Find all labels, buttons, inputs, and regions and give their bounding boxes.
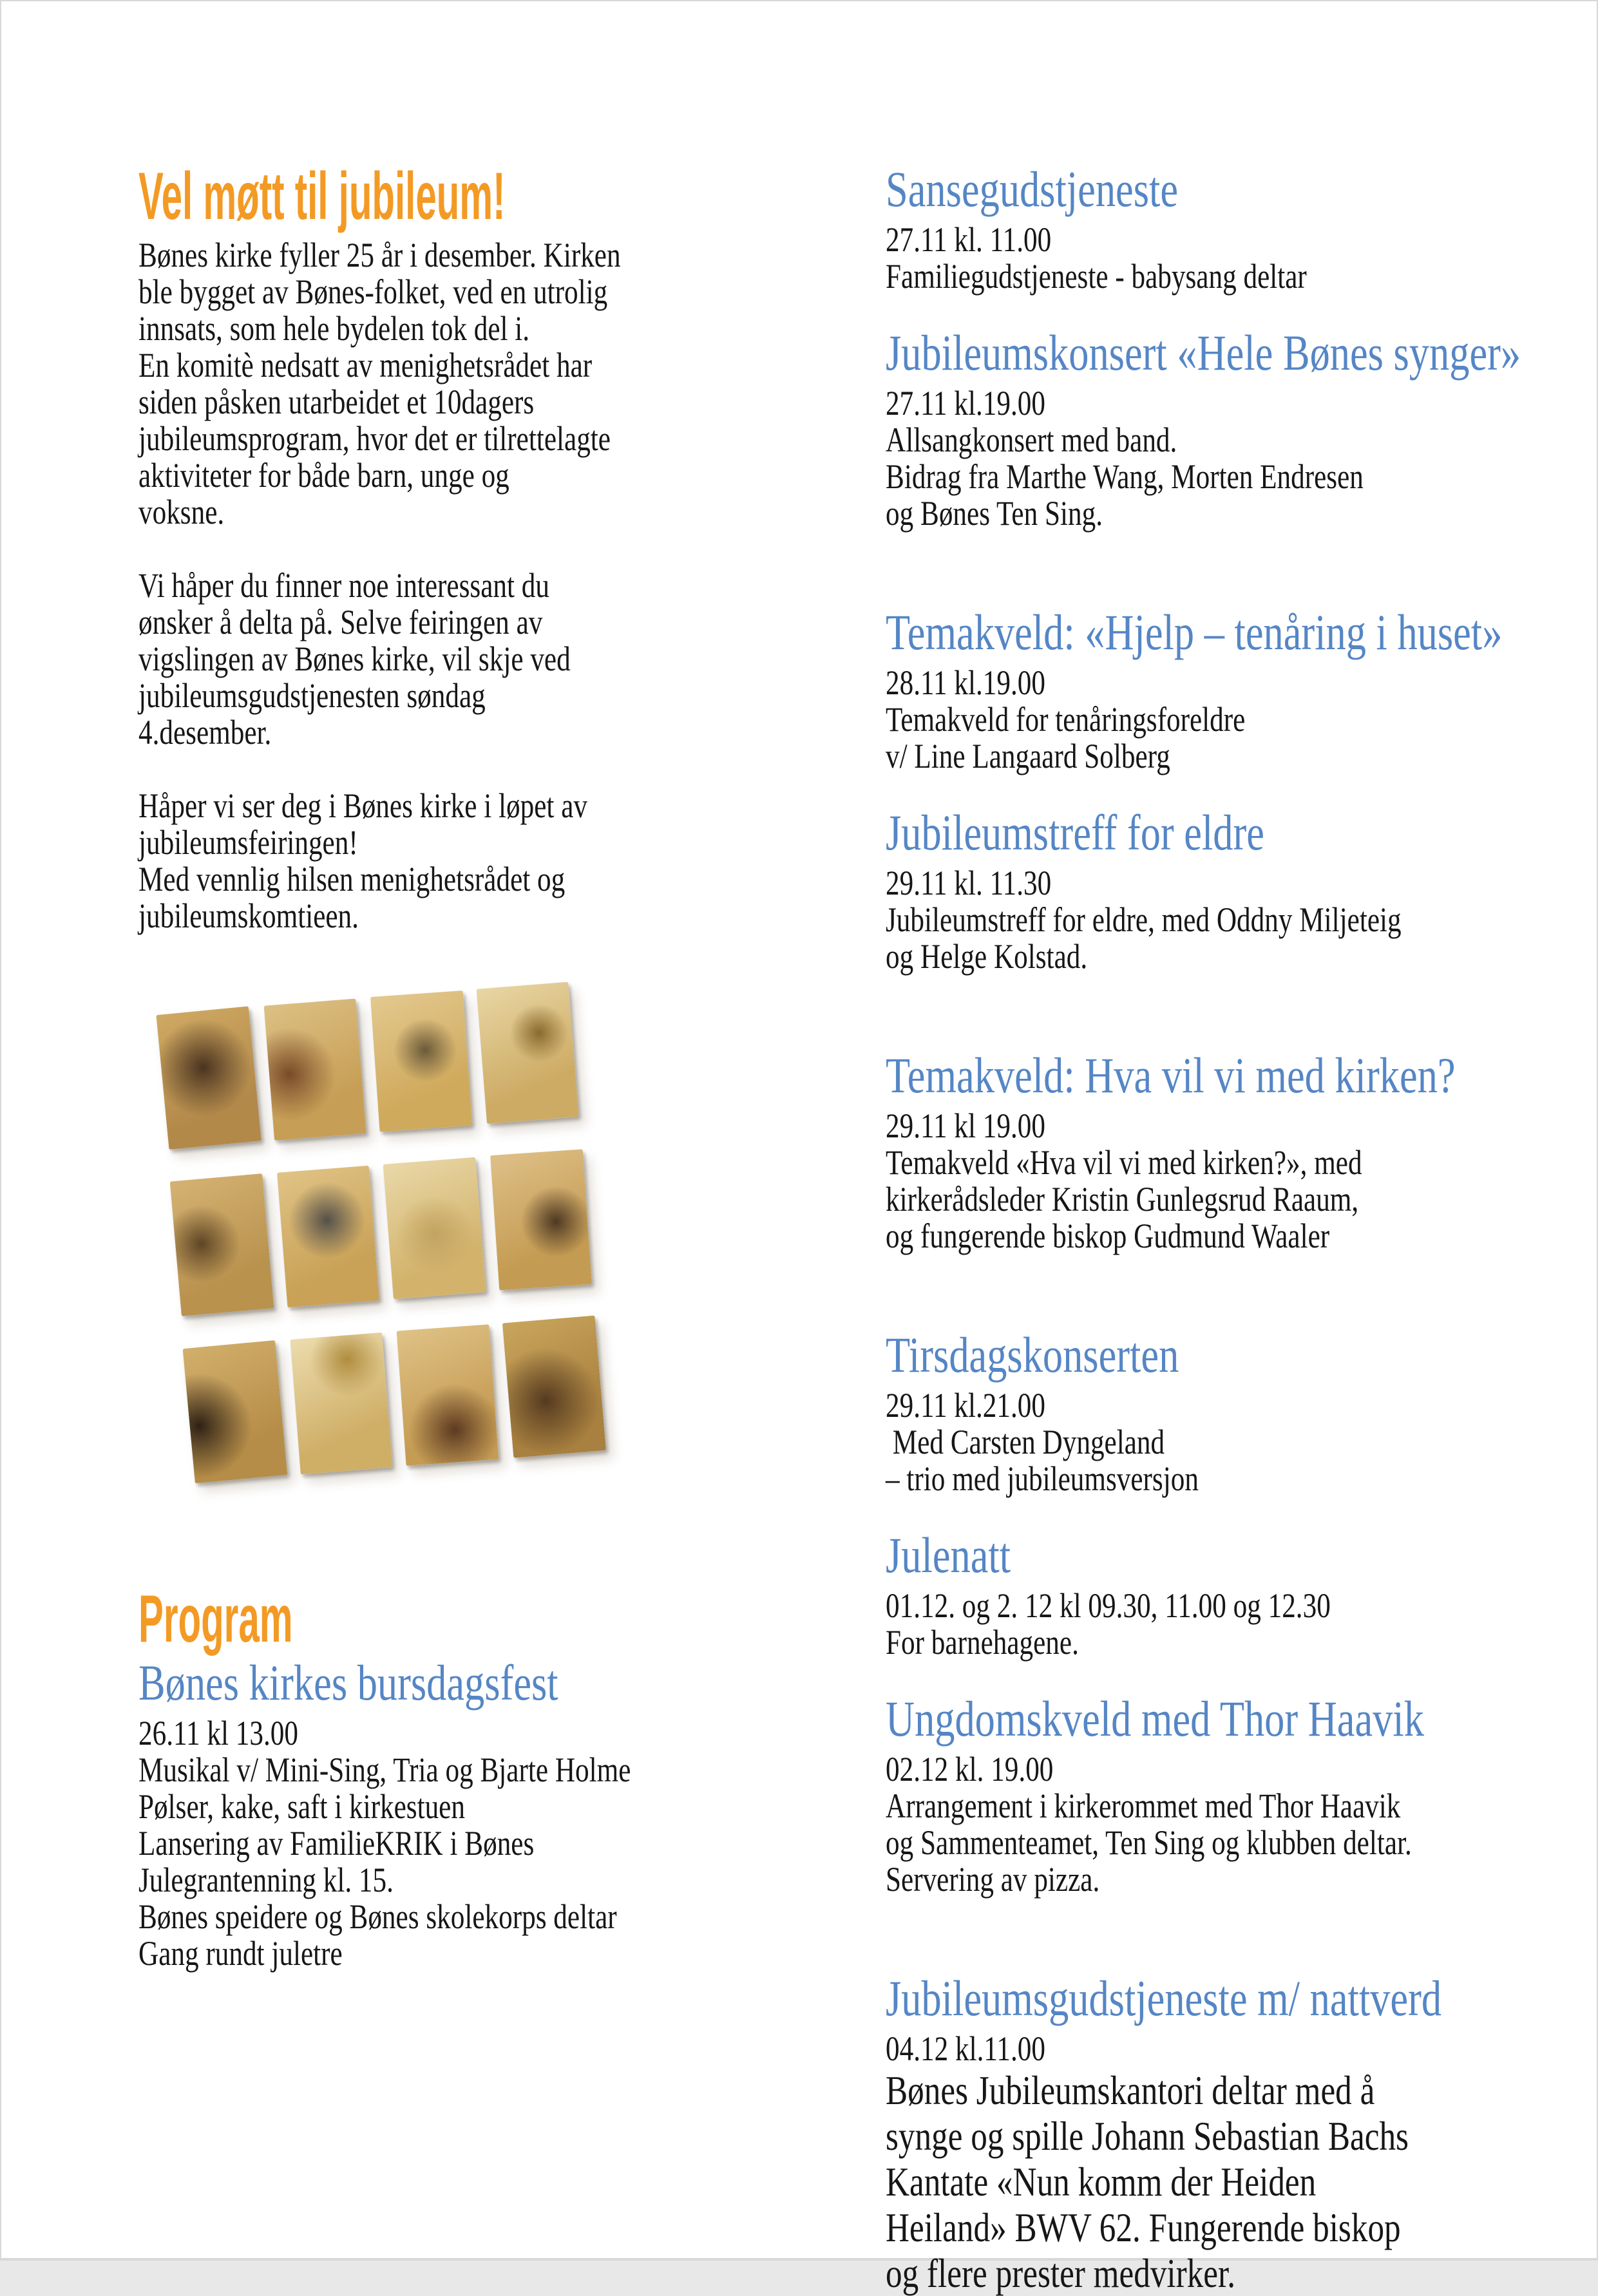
text-line: Bønes speidere og Bønes skolekorps deltar <box>138 1897 617 1936</box>
event-title: Sansegudstjeneste <box>886 161 1179 217</box>
text-line: Vi håper du finner noe interessant du <box>138 566 550 605</box>
text-line: siden påsken utarbeidet et 10dagers <box>138 383 535 421</box>
artwork-panel <box>383 1157 486 1300</box>
text-line: og Sammenteamet, Ten Sing og klubben deltar. <box>886 1823 1412 1862</box>
event-title: Ungdomskveld med Thor Haavik <box>886 1691 1424 1747</box>
left-column <box>138 161 783 1972</box>
event-title: Jubileumstreff for eldre <box>886 804 1264 860</box>
event-section <box>886 1047 1576 1255</box>
event-title: Jubileumsgudstjeneste m/ nattverd <box>886 1970 1442 2026</box>
text-line: vigslingen av Bønes kirke, vil skje ved <box>138 640 571 678</box>
right-column <box>886 161 1576 2296</box>
event-section <box>886 1970 1576 2296</box>
artwork-panel <box>263 998 366 1141</box>
intro-paragraphs <box>138 237 783 935</box>
event-section <box>886 1691 1576 1898</box>
text-line: Bønes kirke fyller 25 år i desember. Kirken <box>138 236 621 274</box>
text-line: og Helge Kolstad. <box>886 937 1088 976</box>
text-line: 28.11 kl.19.00 <box>886 663 1045 702</box>
text-line: Heiland» BWV 62. Fungerende biskop <box>886 2205 1401 2250</box>
text-line: og Bønes Ten Sing. <box>886 494 1103 533</box>
event-title: Temakveld: «Hjelp – tenåring i huset» <box>886 604 1503 660</box>
text-line: ønsker å delta på. Selve feiringen av <box>138 603 543 641</box>
event-title: Bønes kirkes bursdagsfest <box>138 1655 558 1711</box>
artwork-panel <box>183 1340 287 1483</box>
event-title: Temakveld: Hva vil vi med kirken? <box>886 1047 1456 1103</box>
text-line: Håper vi ser deg i Bønes kirke i løpet av <box>138 786 588 825</box>
event-section <box>886 1527 1576 1661</box>
text-line: Gang rundt juletre <box>138 1934 343 1973</box>
text-line: jubileumsprogram, hvor det er tilrettelagte <box>138 419 611 458</box>
text-line: Lansering av FamilieKRIK i Bønes <box>138 1824 535 1863</box>
text-line: Temakveld for tenåringsforeldre <box>886 700 1246 739</box>
text-line: Musikal v/ Mini-Sing, Tria og Bjarte Holme <box>138 1750 631 1789</box>
text-line: 04.12 kl.11.00 <box>886 2029 1045 2068</box>
intro-title: Vel møtt til jubileum! <box>138 159 506 234</box>
artwork-image <box>155 979 608 1486</box>
artwork-panel <box>502 1316 605 1458</box>
text-line: 29.11 kl.21.00 <box>886 1386 1045 1425</box>
artwork-panel <box>397 1324 499 1466</box>
text-line: Servering av pizza. <box>886 1860 1100 1899</box>
text-line: Med Carsten Dyngeland <box>886 1423 1165 1461</box>
text-line: Jubileumstreff for eldre, med Oddny Miljeteig <box>886 900 1402 939</box>
text-line: ble bygget av Bønes-folket, ved en utrolig <box>138 272 608 311</box>
text-line: 26.11 kl 13.00 <box>138 1714 298 1752</box>
program-title: Program <box>138 1582 293 1656</box>
text-line: jubileumsgudstjenesten søndag <box>138 676 486 715</box>
text-line: voksne. <box>138 493 225 531</box>
artwork-panel <box>490 1149 591 1290</box>
text-line: 29.11 kl 19.00 <box>886 1106 1045 1145</box>
text-line: Kantate «Nun komm der Heiden <box>886 2159 1317 2205</box>
text-line: v/ Line Langaard Solberg <box>886 737 1170 775</box>
artwork-panel <box>156 1006 261 1150</box>
intro-paragraph <box>138 567 783 751</box>
text-line: For barnehagene. <box>886 1623 1079 1662</box>
text-line: aktiviteter for både barn, unge og <box>138 456 509 495</box>
text-line: 29.11 kl. 11.30 <box>886 864 1052 902</box>
event-section <box>886 161 1576 295</box>
text-line: synge og spille Johann Sebastian Bachs <box>886 2113 1409 2159</box>
text-line: En komitè nedsatt av menighetsrådet har <box>138 346 593 384</box>
artwork-panel <box>370 991 472 1132</box>
event-title: Tirsdagskonserten <box>886 1327 1179 1383</box>
artwork-panel <box>170 1173 274 1316</box>
event-section <box>886 325 1576 532</box>
artwork-panel <box>290 1333 393 1475</box>
event-section <box>886 804 1576 975</box>
intro-paragraph <box>138 237 783 531</box>
text-line: – trio med jubileumsversjon <box>886 1459 1199 1498</box>
event-section <box>886 1327 1576 1497</box>
text-line: Med vennlig hilsen menighetsrådet og <box>138 860 566 898</box>
text-line: jubileumskomtieen. <box>138 897 359 935</box>
event-title: Jubileumskonsert «Hele Bønes synger» <box>886 325 1521 381</box>
text-line: Allsangkonsert med band. <box>886 421 1177 459</box>
text-line: Bidrag fra Marthe Wang, Morten Endresen <box>886 457 1364 496</box>
text-line: Temakveld «Hva vil vi med kirken?», med <box>886 1143 1362 1182</box>
text-line: 27.11 kl.19.00 <box>886 384 1045 422</box>
text-line: Bønes Jubileumskantori deltar med å <box>886 2067 1375 2113</box>
artwork-panel <box>476 982 579 1124</box>
text-line: 4.desember. <box>138 713 272 752</box>
event-section <box>886 604 1576 775</box>
artwork-panel <box>276 1166 379 1308</box>
text-line: Julegrantenning kl. 15. <box>138 1861 394 1899</box>
text-line: Arrangement i kirkerommet med Thor Haavik <box>886 1787 1401 1825</box>
text-line: og flere prester medvirker. <box>886 2250 1236 2296</box>
text-line: Pølser, kake, saft i kirkestuen <box>138 1787 465 1826</box>
intro-paragraph <box>138 788 783 935</box>
text-line: jubileumsfeiringen! <box>138 823 358 862</box>
text-line: innsats, som hele bydelen tok del i. <box>138 309 530 348</box>
text-line: 02.12 kl. 19.00 <box>886 1750 1054 1788</box>
text-line: Familiegudstjeneste - babysang deltar <box>886 257 1307 296</box>
event-section <box>138 1655 783 1972</box>
text-line: 01.12. og 2. 12 kl 09.30, 11.00 og 12.30 <box>886 1586 1331 1625</box>
text-line: 27.11 kl. 11.00 <box>886 220 1052 259</box>
event-title: Julenatt <box>886 1527 1011 1583</box>
program-left-events <box>138 1655 783 1972</box>
text-line: kirkerådsleder Kristin Gunlegsrud Raaum, <box>886 1180 1359 1219</box>
text-line: og fungerende biskop Gudmund Waaler <box>886 1217 1330 1255</box>
